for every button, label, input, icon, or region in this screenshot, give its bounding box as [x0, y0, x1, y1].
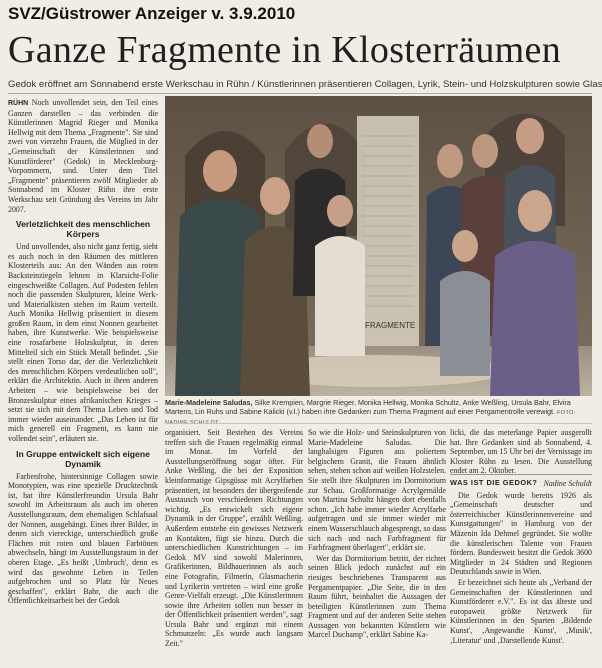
paragraph: organisiert. Seit Bestehen des Vereins treffen sich die Frauen regelmäßig einmal im Monat. Im Vorfeld der Ausstellungseröffnung sogar öfter. Für Anke Weßling, die bei der Exposition kleinformatige Gipsgüsse mit Acrylfarben präsentiert, ist besonders der übergreifende Austausch von verschiedenen Richtungen wichtig. „Es entwickelt sich eigene Dynamik in der Gruppe", erzählt Weßling. Außerdem entstehe ein gewisses Netzwerk an Kontakten, fügt sie hinzu. Durch die unterschiedlichen Kunstrichtungen – im Gedok MV sind sowohl Malerinnen, Grafikerinnen, Bildhauerinnen als auch eine Fotografin, Filmerin, Glasmacherin und Lyrikerin vertreten – wird eine große Genre-Vielfalt erzeugt. „Die Künstlerinnen sowie ihre Arbeiten sollen nun besser in der Öffentlichkeit präsentiert werden", sagt Ursula Bahr und ergänzt mit einem Schmunzeln: „Es wurde auch langsam Zeit."	[165, 428, 303, 649]
info-box	[450, 474, 592, 663]
paragraph: Wer das Dormitorium betritt, der richtet seinen Blick jedoch zunächst auf ein riesiges beschriebenes Transparent aus Pergamentpapier. „Die Seite, die in den Raum führt, beinhaltet die Aussagen der beteiligten Künstlerinnen zum Thema Fragment und auf der anderen Seite stehen Aussagen von bekannten Künstlern wie Marcel Duchamp", erklärt Sabine Ka-	[308, 553, 446, 640]
info-box-title: WAS IST DIE GEDOK?	[450, 478, 538, 487]
article-column-1	[8, 98, 158, 662]
group-photo-illustration	[165, 96, 592, 396]
header-rule	[8, 93, 592, 94]
dateline: RÜHN	[8, 100, 29, 107]
caption-name: Marie-Madeleine Saludas,	[165, 398, 253, 407]
subheading-verletzlichkeit: Verletzlichkeit des menschlichen Körpers	[15, 219, 151, 240]
newspaper-source: SVZ/Güstrower Anzeiger v. 3.9.2010	[8, 4, 296, 23]
paragraph: Und unvollendet, also nicht ganz fertig, sieht es auch noch in den Räumen des mittleren Klosterteils aus: An den Wänden aus roten Backsteinziegeln lehnen in Klarsicht-Folie eingeschweißte Collagen. Auf Podesten fehlen noch die passenden Skulpturen, kleine Werk- und Materialkisten stehen im Raum verteilt. Auch Monika Hellwig präsentiert in diesem großen Raum, in dem einst Nonnen gearbeitet haben, ihre Kunstwerke. Wie beispielsweise eine rosafarbene Holzskulptur, in deren Mittelteil sich ein Stück Metall befindet. „Sie stellt einen Torso dar, der die Verletzlichkeit des menschlichen Körpers verdeutlichen soll", erklärt die Architektin. Auch in ihren anderen Arbeiten – wie beispielsweise bei der Bronzeskulptur eines afrikanischen Krieges – setzt sie sich mit dem Thema Leben und Tod immer wieder auseinander. „Das Leben ist für mich generell ein Fragment, es kann nie vollendet sein", erläutert sie.	[8, 242, 158, 443]
paragraph: Farbenfrohe, hintersinnige Collagen sowie Monotypien, was eine spezielle Drucktechnik ist, hat ihre Künstlerfreundin Ursula Bahr sowohl im Arbeitsraum als auch im oberen Ausstellungsraum, dem ehemaligen Schlafsaal der Nonnen, ausgehängt. Eines ihrer Bilder, in denen sich viereckige, unterschiedlich große Flächen mit roten und blauen Farbtönen abwechseln, hängt im Ausstellungsraum in der oberen Etage. „Es heißt ‚Umbruch', denn es wird das gewohnte Leben in Teilen aufgebrochen und so Platz für Neues geschaffen", erklärt Bahr, die auch die Öffentlichkeitsarbeit bei der Gedok	[8, 471, 158, 606]
author-signature: Nadine Schuldt	[543, 478, 592, 488]
caption-rule	[165, 423, 592, 424]
article-column-2	[165, 428, 303, 664]
paragraph: So wie die Holz- und Steinskulpturen von Marie-Madeleine Saludas. Die langhalsigen Figuren aus poliertem belgischem Granit, die Frauen ähnlich sehen, stehen schon auf weißen Holzstelen. Sie stellt ihre Skulpturen im Dormitorium zur Schau. Großformatige Acrylgemälde von Martina Schultz hängen dort ebenfalls schon. „Ich habe immer wieder Acrylfarbe aufgetragen und sie immer wieder mit einem Wasserschlauch abgesprengt, so dass sich nach und nach Farbfragment für Farbfragment überlagert", erklärt sie.	[308, 428, 446, 553]
subheading-dynamik: In Gruppe entwickelt sich eigene Dynamik	[16, 448, 150, 469]
paragraph: licki, die das meterlange Papier ausgerollt hat. Ihre Gedanken sind ab Sonnabend, 4. September, um 15 Uhr bei der Vernissage im Kloster Rühn zu lesen. Die Ausstellung endet am 2. Oktober.	[450, 428, 592, 476]
article-subline: Gedok eröffnet am Sonnabend erste Werkschau in Rühn / Künstlerinnen präsentieren Collagen, Lyrik, Stein- und Holzskulpturen sowie Glas	[8, 79, 602, 90]
group-photo	[165, 96, 592, 396]
article-headline: Ganze Fragmente in Klosterräumen	[8, 29, 562, 71]
article-column-3	[308, 428, 446, 664]
photo-credit: FOTO:	[557, 409, 576, 416]
paragraph-intro	[8, 98, 158, 214]
info-paragraph: Die Gedok wurde bereits 1926 als „Gemeinschaft deutscher und österreichischer Künstlerinnenvereine und Kunstgattungen" in Hamburg von der Mäzenin Ida Dehmel gegründet. Sie wollte die künstlerischen Talente von Frauen fördern. Bundesweit besitzt die Gedok 3600 Mitglieder in 24 Städten und Regionen Deutschlands sowie in Wien.	[450, 490, 592, 577]
banner-text: FRAGMENTE	[365, 321, 416, 330]
intro-text: Noch unvollendet sein, den Teil eines Ganzen darstellen – das verbinden die Künstlerinnen Magrid Rieger und Monika Hellwig mit dem Thema „Fragmente". Sie sind zwei von vierzehn Frauen, die Mitglied in der „Gemeinschaft der Künstlerinnen und Kunstförderer" (Gedok) in Mecklenburg-Vorpommern, sind. Unter dem Titel „Fragmente" präsentieren zwölf Mitglieder ab Sonnabend im Kloster Rühn ihre erste Werkschau seit Gründung des Vereins im Jahr 2007.	[8, 98, 158, 214]
info-paragraph: Er bezeichnet sich heute als „Verband der Gemeinschaften der Künstlerinnen und Kunstförderer e.V.". Es ist das älteste und europaweit größte Netzwerk für Künstlerinnen in den Sparten ‚Bildende Kunst', ‚Angewandte Kunst', ‚Musik', ‚Literatur' und ‚Darstellende Kunst'.	[450, 577, 592, 645]
caption-text: Silke Krempien, Margrie Rieger, Monika Hellwig, Monika Schultz, Anke Weßling, Ursula Bahr, Elvira Martens, Lin Ruhs und Sabine Kalicki (v.l.) haben ihre Gedanken zum Thema Fragment auf einer Pergamentrolle verewigt.	[165, 398, 571, 416]
